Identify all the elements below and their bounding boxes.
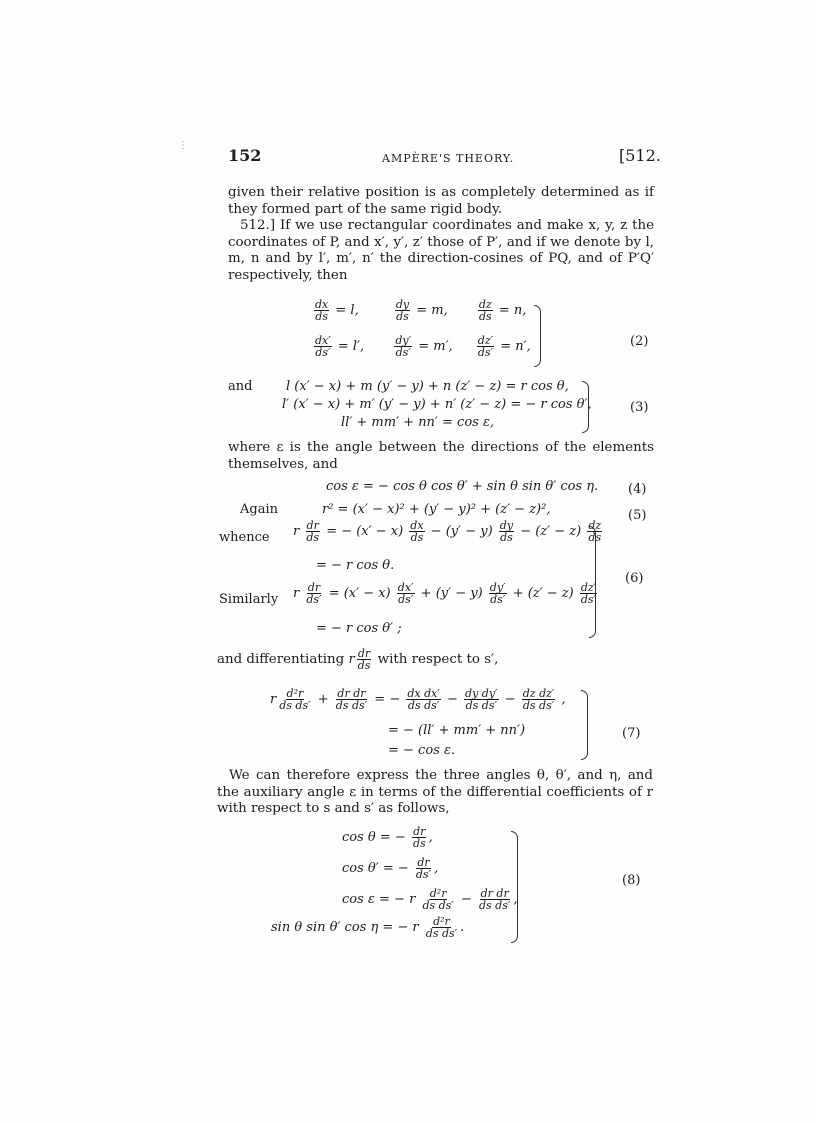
frac-den: ds′ <box>315 346 331 359</box>
therefore-paragraph: We can therefore express the three angles θ, θ′, and η, and the auxiliary angle ε in terms of the differential coefficients of r with respect to s and s′ as follows, <box>217 768 653 816</box>
frac <box>409 520 424 543</box>
eq2-row1-c-rhs: = n, <box>498 303 527 318</box>
frac-num: d²r <box>286 687 304 700</box>
frac-num: dy <box>395 298 410 311</box>
frac-den: ds ds′ <box>279 699 311 712</box>
frac <box>314 335 332 358</box>
eq6-label: (6) <box>625 571 644 586</box>
running-title: AMPÈRE'S THEORY. <box>382 152 515 165</box>
eq6-whence-lhs-pre: r <box>293 524 300 539</box>
eq8-cos-theta-lhs: cos θ = − <box>342 830 406 845</box>
eq5-text: r² = (x′ − x)² + (y′ − y)² + (z′ − z)², <box>322 502 551 517</box>
eq8-cos-theta-prime <box>342 857 438 880</box>
diff-text-pre: and differentiating <box>217 652 345 667</box>
frac <box>421 888 454 911</box>
diff-text-r: r <box>348 652 355 667</box>
eq6-whence-t1-pre: = − (x′ − x) <box>326 524 404 539</box>
epsilon-paragraph: where ε is the angle between the directions of the elements themselves, and <box>228 440 654 472</box>
frac-den: ds <box>357 659 371 672</box>
eq7-line3: = − cos ε. <box>388 743 456 758</box>
eq2-row1 <box>312 299 526 322</box>
eq6-whence-result: = − r cos θ. <box>316 558 395 573</box>
frac-num: dx′ <box>315 334 331 347</box>
eq6-sim-t3-pre: + (z′ − z) <box>512 586 574 601</box>
frac <box>477 335 494 358</box>
frac <box>335 688 368 711</box>
frac <box>478 299 493 322</box>
frac-den: ds ds′ <box>479 899 511 912</box>
frac-den: ds ds′ <box>407 699 440 712</box>
frac-num: dx dx′ <box>407 687 440 700</box>
frac-den: ds <box>306 531 320 544</box>
eq8-cos-theta <box>342 826 433 849</box>
frac <box>278 688 311 711</box>
frac-den: ds <box>315 310 328 323</box>
eq7-eq-minus: = − <box>374 692 401 707</box>
frac-num: dr <box>413 825 426 838</box>
eq2-row1-b-rhs: = m, <box>416 303 448 318</box>
frac <box>305 520 320 543</box>
eq3-line1: l (x′ − x) + m (y′ − y) + n (z′ − z) = r cos θ, <box>286 379 569 394</box>
section-512-text: If we use rectangular coordinates and make x, y, z the coordinates of P, and x′, y′, z′ those of P′, and if we denote by l, m, n and by l′, m′, n′ the direction-cosines of PQ, and of P′Q′ respectively, then <box>228 218 654 283</box>
frac-num: dr <box>306 519 319 532</box>
eq4-text: cos ε = − cos θ cos θ′ + sin θ sin θ′ cos η. <box>326 479 599 494</box>
eq7-line2: = − (ll′ + mm′ + nn′) <box>388 723 526 738</box>
eq6-similarly-lead: Similarly <box>219 592 279 607</box>
eq6-similarly-result: = − r cos θ′ ; <box>316 621 402 636</box>
frac <box>425 916 458 939</box>
eq6-whence-t3-pre: − (z′ − z) <box>520 524 582 539</box>
eq6-whence-t2-pre: − (y′ − y) <box>430 524 493 539</box>
eq8-comma: , <box>428 830 433 845</box>
section-number: 512.] <box>240 218 276 233</box>
frac-den: ds ds′ <box>465 699 497 712</box>
frac-num: dr <box>417 856 430 869</box>
eq8-cos-eps <box>342 888 518 911</box>
eq7-brace <box>581 690 588 760</box>
frac-den: ds′ <box>306 593 322 606</box>
frac <box>395 299 410 322</box>
eq3-label: (3) <box>630 400 649 415</box>
eq2-row1-a-rhs: = l, <box>335 303 359 318</box>
eq8-minus: − <box>460 892 472 907</box>
eq6-sim-t2-pre: + (y′ − y) <box>420 586 483 601</box>
frac-num: dy′ <box>489 581 506 594</box>
eq2-row2-c-rhs: = n′, <box>500 339 531 354</box>
eq6-whence-line <box>293 520 604 543</box>
frac-den: ds ds′ <box>422 899 454 912</box>
frac-den: ds′ <box>490 593 506 606</box>
eq6-sim-lhs-pre: r <box>293 586 300 601</box>
frac-num: dx′ <box>397 581 414 594</box>
frac-num: dz dz′ <box>522 687 555 700</box>
eq2-label: (2) <box>630 334 649 349</box>
frac-den: ds′ <box>477 346 494 359</box>
page-number: 152 <box>228 146 262 165</box>
intro-paragraph: given their relative position is as completely determined as if they formed part of the same rigid body. <box>228 185 654 217</box>
eq5-lead: Again <box>240 502 278 517</box>
frac-num: dy′ <box>395 334 412 347</box>
section-marker: [512. <box>619 146 661 165</box>
eq6-sim-t1-pre: = (x′ − x) <box>328 586 391 601</box>
eq7-label: (7) <box>622 726 641 741</box>
eq8-sin-lhs: sin θ sin θ′ cos η = − r <box>271 920 419 935</box>
eq8-cos-thetap-lhs: cos θ′ = − <box>342 861 409 876</box>
eq8-label: (8) <box>622 873 641 888</box>
eq7-plus: + <box>317 692 329 707</box>
eq7-r: r <box>270 692 277 707</box>
frac-num: dr <box>307 581 321 594</box>
eq7-minus-1: − <box>446 692 458 707</box>
eq2-row2 <box>312 335 531 358</box>
eq6-brace <box>589 526 596 638</box>
frac-num: dr dr <box>480 887 509 900</box>
frac-den: ds <box>500 531 513 544</box>
frac-num: dr dr <box>337 687 366 700</box>
frac-num: dr <box>357 647 371 660</box>
frac-den: ds′ <box>398 593 414 606</box>
frac-num: dz <box>588 519 602 532</box>
scan-speck: ⋮ <box>178 140 188 151</box>
eq3-brace <box>582 381 589 433</box>
eq7-minus-2: − <box>504 692 516 707</box>
frac-num: dz <box>478 298 492 311</box>
eq3-line2: l′ (x′ − x) + m′ (y′ − y) + n′ (z′ − z) = − r cos θ′, <box>282 397 592 412</box>
eq5-label: (5) <box>628 508 647 523</box>
frac <box>499 520 514 543</box>
frac-num: dz′ <box>477 334 494 347</box>
frac-num: dx <box>315 298 329 311</box>
frac <box>412 826 427 849</box>
frac-num: d²r <box>433 915 450 928</box>
frac-den: ds ds′ <box>335 699 368 712</box>
frac-den: ds′ <box>580 593 597 606</box>
frac-num: dx <box>410 519 424 532</box>
eq3-lead: and <box>228 379 253 394</box>
eq2-row2-a-rhs: = l′, <box>337 339 365 354</box>
section-512-paragraph <box>228 218 654 284</box>
eq3-line3: ll′ + mm′ + nn′ = cos ε, <box>341 415 495 430</box>
frac-num: d²r <box>429 887 447 900</box>
frac <box>464 688 499 711</box>
diff-text-post: with respect to s′, <box>377 652 499 667</box>
frac-den: ds′ <box>395 346 411 359</box>
eq8-comma: , <box>434 861 439 876</box>
frac <box>406 688 440 711</box>
frac-num: dy <box>499 519 514 532</box>
eq6-similarly-line <box>293 582 599 605</box>
frac-num: dz′ <box>580 581 597 594</box>
eq2-brace <box>534 305 541 367</box>
frac <box>397 582 415 605</box>
frac <box>489 582 507 605</box>
eq2-row2-b-rhs: = m′, <box>418 339 453 354</box>
frac <box>394 335 412 358</box>
frac <box>478 888 511 911</box>
eq7-line1 <box>270 688 566 711</box>
eq8-comma: , <box>513 892 518 907</box>
eq4-label: (4) <box>628 482 647 497</box>
eq8-sin <box>271 916 464 939</box>
frac-den: ds <box>396 310 409 323</box>
frac <box>522 688 556 711</box>
frac-den: ds <box>478 310 492 323</box>
frac <box>305 582 322 605</box>
diff-text <box>217 648 498 671</box>
frac <box>314 299 329 322</box>
frac-den: ds′ <box>415 868 432 881</box>
frac <box>357 648 372 671</box>
eq8-brace <box>511 831 518 943</box>
frac <box>415 857 432 880</box>
eq6-whence-lead: whence <box>219 530 270 545</box>
frac-den: ds <box>412 837 426 850</box>
frac-den: ds <box>588 531 602 544</box>
eq7-comma: , <box>561 692 566 707</box>
eq8-period: . <box>460 920 465 935</box>
frac-den: ds ds′ <box>522 699 555 712</box>
frac-den: ds <box>410 531 424 544</box>
eq8-cos-eps-lhs: cos ε = − r <box>342 892 416 907</box>
frac-den: ds ds′ <box>425 927 458 940</box>
frac-num: dy dy′ <box>465 687 498 700</box>
